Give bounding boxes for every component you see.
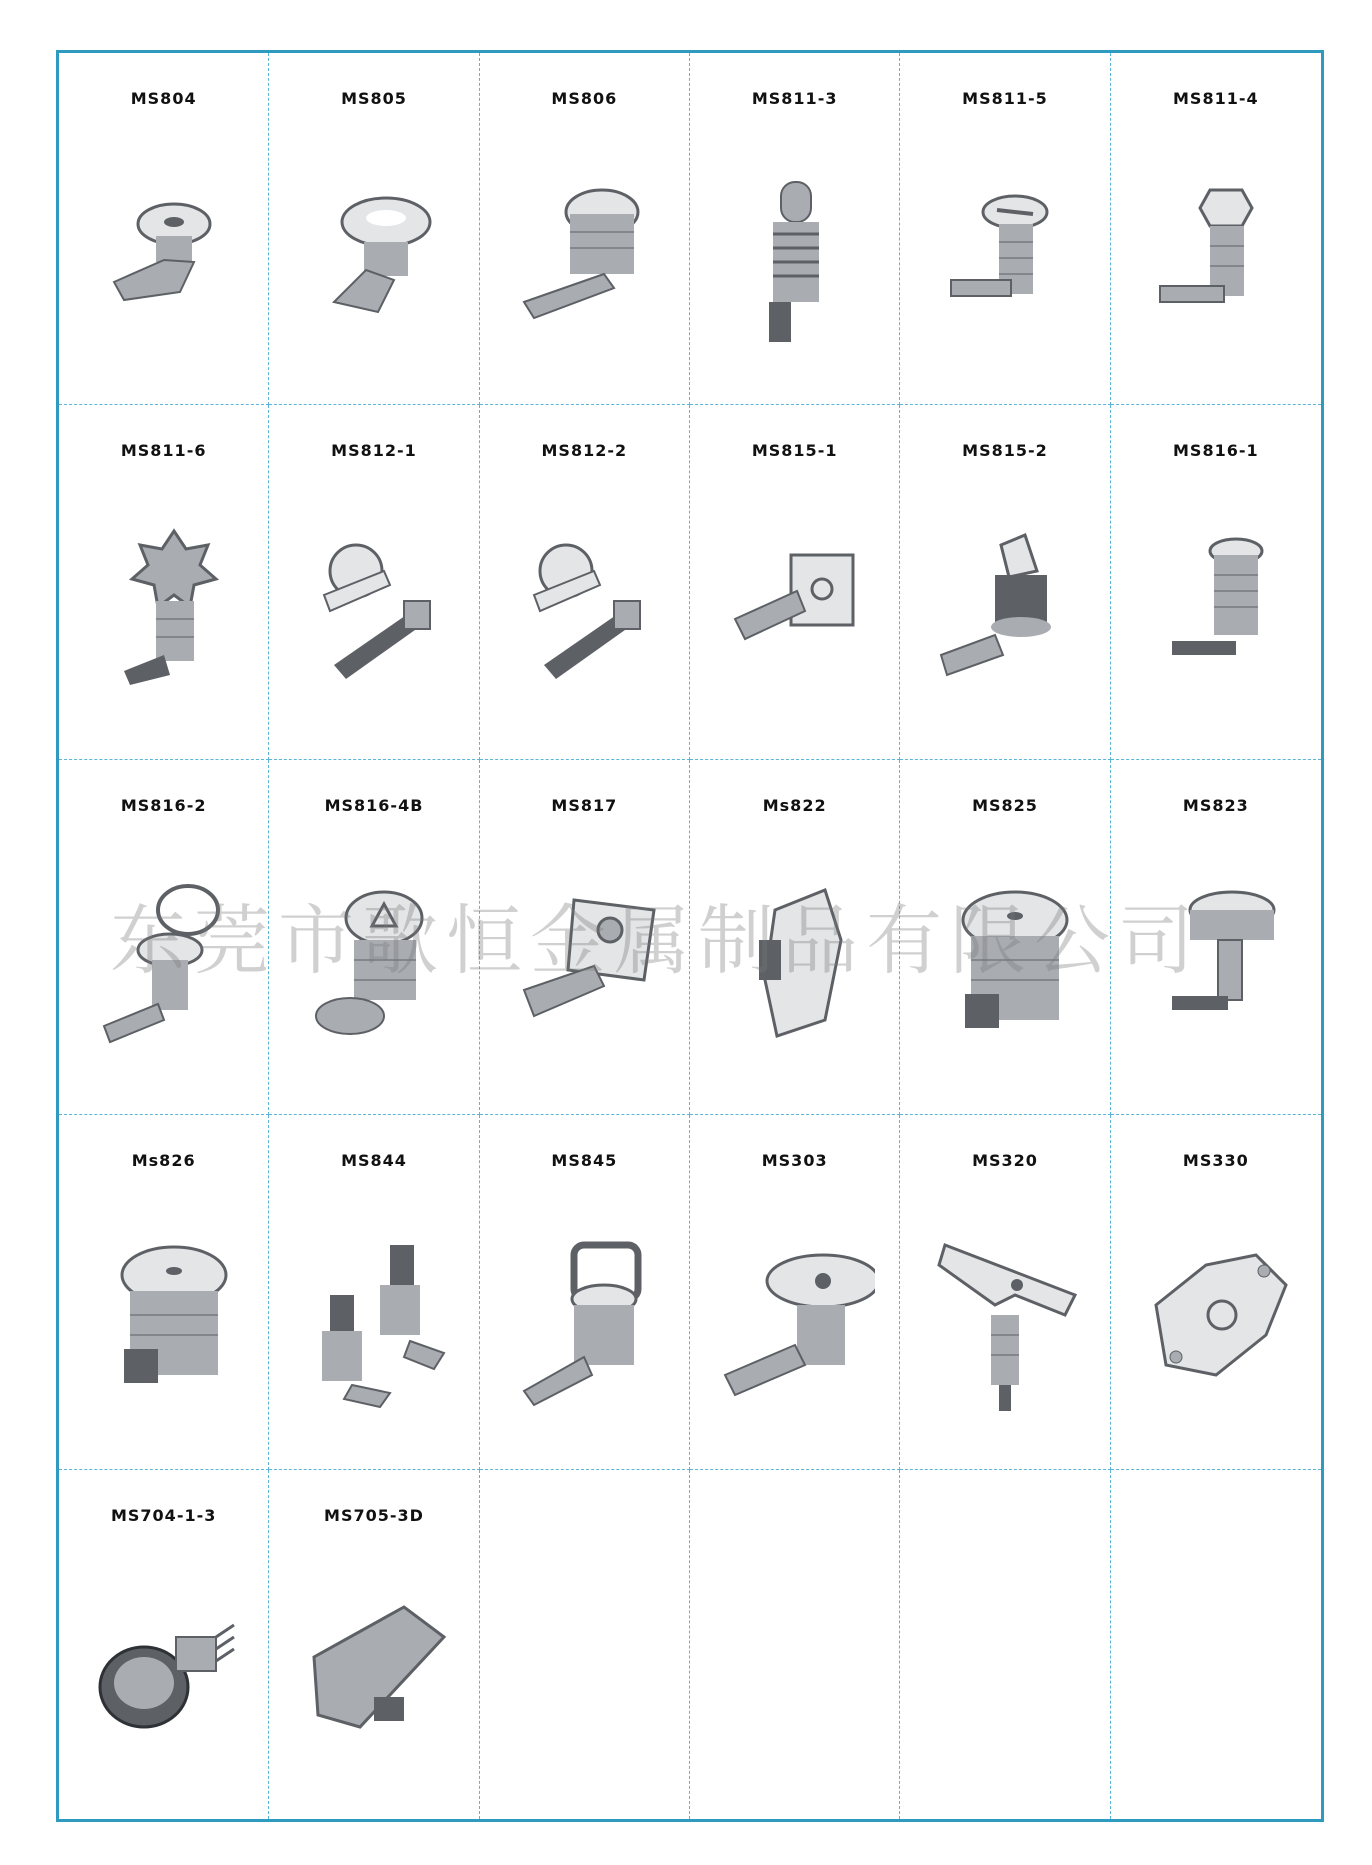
product-code-label: MS330	[1182, 1151, 1249, 1170]
product-cell	[480, 1115, 690, 1470]
product-cell	[690, 53, 900, 405]
product-cell	[59, 1115, 269, 1470]
product-cell	[269, 405, 479, 760]
product-cell	[900, 53, 1110, 405]
cam-lock-icon	[504, 162, 664, 352]
product-cell	[690, 405, 900, 760]
product-code-label: MS844	[341, 1151, 407, 1170]
product-code-label: MS705-3D	[324, 1506, 424, 1525]
covered-cam-lock-icon	[84, 870, 244, 1060]
handle-cam-lock-icon	[504, 1225, 664, 1415]
product-cell	[59, 760, 269, 1115]
wing-cam-lock-pair-icon	[294, 1225, 454, 1415]
empty-cell	[480, 1470, 690, 1819]
latch-kit-icon	[294, 515, 454, 705]
product-cell	[59, 53, 269, 405]
product-code-label: MS805	[341, 89, 407, 108]
lever-cam-lock-icon	[84, 162, 244, 352]
flange-plate-lock-icon	[1136, 1225, 1296, 1415]
star-knob-latch-icon	[84, 515, 244, 705]
panel-latch-icon	[715, 870, 875, 1060]
product-cell	[269, 1115, 479, 1470]
hex-cam-latch-icon	[1136, 162, 1296, 352]
product-cell	[690, 1115, 900, 1470]
empty-cell	[1111, 1470, 1321, 1819]
product-code-label: MS811-5	[962, 89, 1048, 108]
product-cell	[59, 405, 269, 760]
product-catalog-grid	[56, 50, 1324, 1822]
product-cell	[1111, 405, 1321, 760]
product-code-label: MS815-1	[751, 441, 838, 460]
product-cell	[480, 53, 690, 405]
empty-cell	[900, 1470, 1110, 1819]
product-code-label: MS812-1	[331, 441, 417, 460]
compression-latch-icon	[84, 1577, 244, 1767]
product-cell	[480, 405, 690, 760]
product-cell	[1111, 1115, 1321, 1470]
product-code-label: MS812-2	[541, 441, 628, 460]
slotted-cam-latch-icon	[925, 162, 1085, 352]
product-cell	[269, 760, 479, 1115]
flat-latch-icon	[294, 1577, 454, 1767]
product-code-label: Ms822	[762, 796, 827, 815]
product-code-label: MS806	[551, 89, 618, 108]
product-code-label: MS816-2	[120, 796, 207, 815]
square-cam-latch-icon	[715, 515, 875, 705]
product-cell	[59, 1470, 269, 1819]
product-code-label: MS816-4B	[324, 796, 424, 815]
product-cell	[269, 1470, 479, 1819]
product-code-label: MS320	[972, 1151, 1038, 1170]
product-code-label: MS823	[1182, 796, 1249, 815]
flush-cam-lock-icon	[294, 162, 454, 352]
socket-cam-latch-icon	[1136, 515, 1296, 705]
plunger-latch-icon	[715, 162, 875, 352]
plate-cam-lock-icon	[504, 870, 664, 1060]
product-cell	[1111, 53, 1321, 405]
product-code-label: MS825	[972, 796, 1038, 815]
company-watermark: 东莞市歌恒金属制品有限公司	[110, 896, 1202, 985]
product-cell	[900, 760, 1110, 1115]
product-code-label: MS845	[551, 1151, 618, 1170]
t-handle-lock-icon	[925, 1225, 1085, 1415]
product-code-label: MS816-1	[1173, 441, 1259, 460]
latch-kit-icon	[504, 515, 664, 705]
empty-cell	[690, 1470, 900, 1819]
cylinder-lock-icon	[84, 1225, 244, 1415]
product-cell	[690, 760, 900, 1115]
product-cell	[1111, 760, 1321, 1115]
product-cell	[900, 405, 1110, 760]
product-cell	[480, 760, 690, 1115]
product-code-label: MS704-1-3	[110, 1506, 217, 1525]
product-cell	[900, 1115, 1110, 1470]
product-code-label: MS811-3	[751, 89, 838, 108]
oval-cam-lock-icon	[715, 1225, 875, 1415]
mushroom-knob-latch-icon	[1136, 870, 1296, 1060]
product-code-label: Ms826	[131, 1151, 196, 1170]
cylinder-lock-icon	[925, 870, 1085, 1060]
product-code-label: MS815-2	[962, 441, 1048, 460]
product-cell	[269, 53, 479, 405]
product-code-label: MS303	[761, 1151, 828, 1170]
wing-knob-latch-icon	[925, 515, 1085, 705]
product-code-label: MS817	[551, 796, 618, 815]
triangle-key-lock-icon	[294, 870, 454, 1060]
product-code-label: MS804	[130, 89, 197, 108]
product-code-label: MS811-6	[120, 441, 207, 460]
product-code-label: MS811-4	[1173, 89, 1259, 108]
